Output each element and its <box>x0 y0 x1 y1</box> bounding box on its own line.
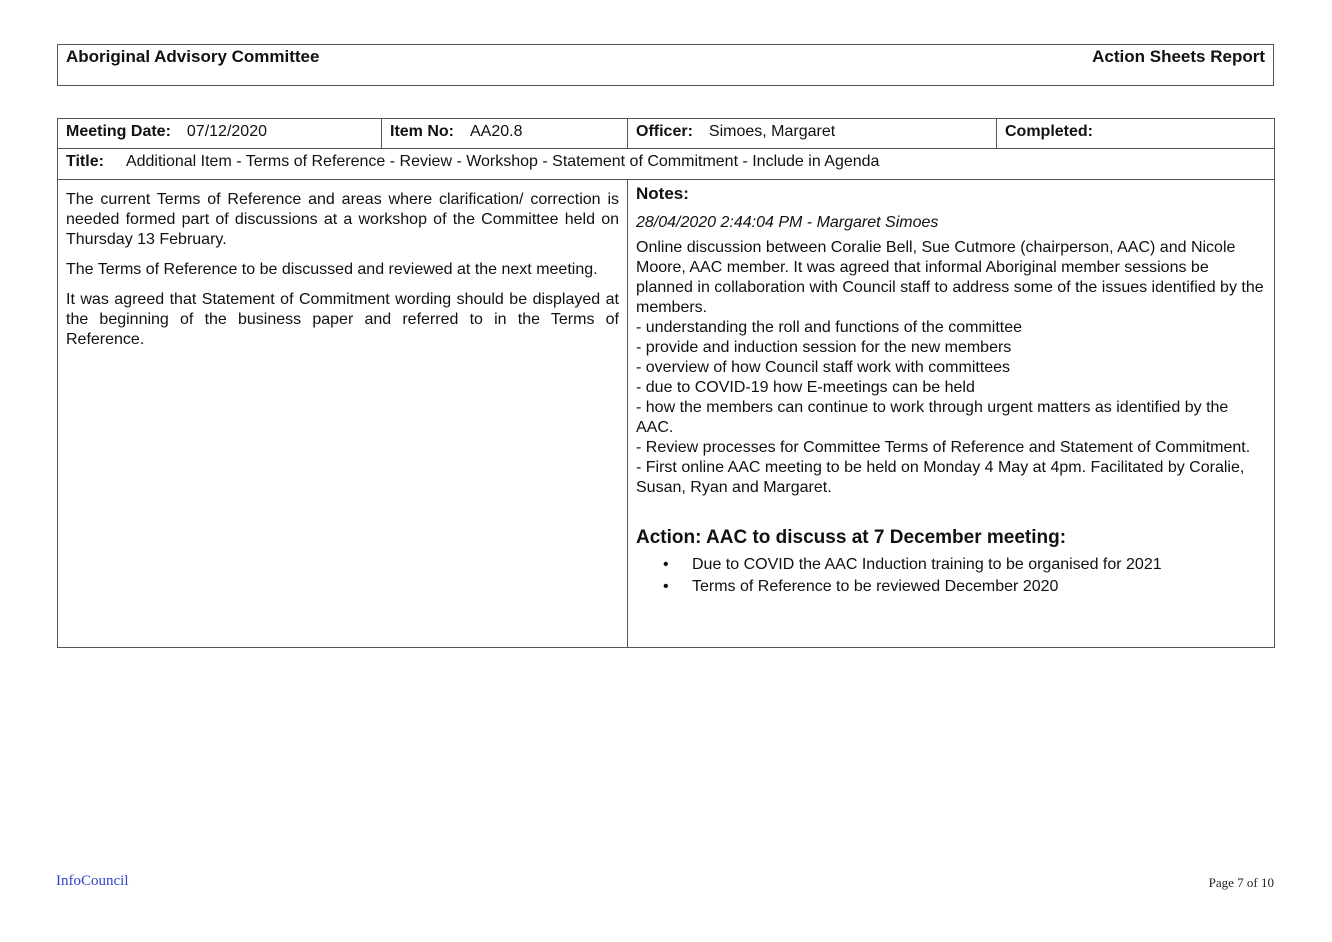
action-item-text: Due to COVID the AAC Induction training to be organised for 2021 <box>692 556 1162 573</box>
bullet-icon: • <box>663 556 669 573</box>
meeting-date-label: Meeting Date: <box>66 123 171 140</box>
title-row <box>57 148 1275 180</box>
item-no-label: Item No: <box>390 123 454 140</box>
note-item: - how the members can continue to work through urgent matters as identified by the AAC. <box>636 399 1229 436</box>
description-paragraph: The current Terms of Reference and areas where clarification/ correction is needed formed part of discussions at a workshop of the Committee held on Thursday 13 February. <box>66 191 619 248</box>
description-column <box>58 180 628 647</box>
report-type: Action Sheets Report <box>1092 47 1265 66</box>
title-label: Title: <box>66 153 104 170</box>
action-heading: Action: AAC to discuss at 7 December meeting: <box>636 527 1067 548</box>
meeting-date-value: 07/12/2020 <box>186 123 267 140</box>
item-body <box>57 179 1275 648</box>
note-item: - Review processes for Committee Terms of Reference and Statement of Commitment. <box>636 439 1251 456</box>
committee-name: Aboriginal Advisory Committee <box>66 47 320 66</box>
note-intro: Online discussion between Coralie Bell, Sue Cutmore (chairperson, AAC) and Nicole Moore, AAC member. It was agreed that informal Aboriginal member sessions be planned in collaboration with Council staff to address some of the issues identified by the members. <box>636 239 1264 316</box>
note-timestamp: 28/04/2020 2:44:04 PM - Margaret Simoes <box>636 214 939 231</box>
meeting-date-cell <box>58 119 382 148</box>
description-paragraph: It was agreed that Statement of Commitment wording should be displayed at the beginning of the business paper and referred to in the Terms of Reference. <box>66 291 619 348</box>
title-text: Additional Item - Terms of Reference - Review - Workshop - Statement of Commitment - Include in Agenda <box>125 153 880 170</box>
officer-label: Officer: <box>636 123 693 140</box>
note-item: - understanding the roll and functions of the committee <box>636 319 1022 336</box>
officer-value: Simoes, Margaret <box>708 123 836 140</box>
action-item <box>636 554 1266 576</box>
notes-label: Notes: <box>636 184 689 203</box>
note-item: - due to COVID-19 how E-meetings can be held <box>636 379 975 396</box>
note-item: - overview of how Council staff work with committees <box>636 359 1011 376</box>
report-header <box>57 44 1274 86</box>
completed-cell <box>997 119 1274 148</box>
item-no-value: AA20.8 <box>470 123 523 140</box>
bullet-icon: • <box>663 578 669 595</box>
item-no-cell <box>382 119 628 148</box>
officer-cell <box>628 119 997 148</box>
completed-label: Completed: <box>1005 123 1093 140</box>
meta-row <box>57 118 1275 149</box>
note-item: - provide and induction session for the new members <box>636 339 1012 356</box>
action-list <box>636 554 1266 598</box>
description-paragraph: The Terms of Reference to be discussed and reviewed at the next meeting. <box>66 261 598 278</box>
infocouncil-brand: InfoCouncil <box>56 873 129 889</box>
note-item: - First online AAC meeting to be held on Monday 4 May at 4pm. Facilitated by Coralie, Susan, Ryan and Margaret. <box>636 459 1245 496</box>
page-number: Page 7 of 10 <box>1208 875 1274 890</box>
action-item-text: Terms of Reference to be reviewed December 2020 <box>692 578 1059 595</box>
action-item <box>636 576 1266 598</box>
notes-column <box>628 180 1274 647</box>
